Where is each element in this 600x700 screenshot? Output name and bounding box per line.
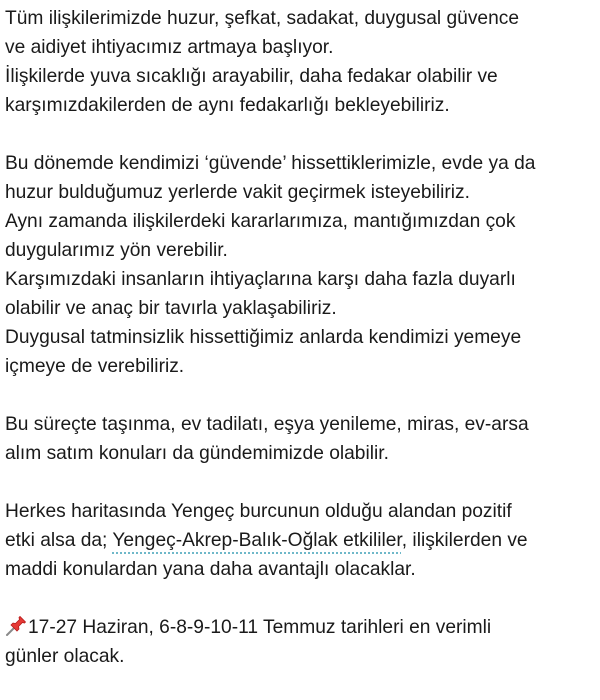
text-line: Duygusal tatminsizlik hissettiğimiz anlarda kendimizi yemeye xyxy=(5,327,522,348)
text-fragment: etki alsa da; xyxy=(5,530,113,551)
text-line: Bu dönemde kendimizi ‘güvende’ hissettiklerimizle, evde ya da xyxy=(5,153,536,174)
paragraph-signs xyxy=(5,497,597,584)
text-line xyxy=(5,613,597,642)
text-line: maddi konulardan yana daha avantajlı olacaklar. xyxy=(5,559,416,580)
text-line: Karşımızdaki insanların ihtiyaçlarına karşı daha fazla duyarlı xyxy=(5,269,516,290)
paragraph-home-feelings xyxy=(5,149,597,381)
text-line: Tüm ilişkilerimizde huzur, şefkat, sadakat, duygusal güvence xyxy=(5,8,520,29)
text-line: ve aidiyet ihtiyacımız artmaya başlıyor. xyxy=(5,37,334,58)
text-line: duygularımız yön verebilir. xyxy=(5,240,228,261)
text-line: huzur bulduğumuz yerlerde vakit geçirmek isteyebiliriz. xyxy=(5,182,470,203)
text-line: olabilir ve anaç bir tavırla yaklaşabiliriz. xyxy=(5,298,337,319)
text-line: alım satım konuları da gündemimizde olabilir. xyxy=(5,443,389,464)
text-line: Herkes haritasında Yengeç burcunun olduğu alandan pozitif xyxy=(5,501,512,522)
paragraph-relationships xyxy=(5,4,597,120)
signs-link[interactable]: Yengeç-Akrep-Balık-Oğlak etkililer xyxy=(112,530,402,551)
text-fragment: 17-27 Haziran, 6-8-9-10-11 Temmuz tarihleri en verimli xyxy=(28,617,492,638)
text-line: içmeye de verebiliriz. xyxy=(5,356,185,377)
pushpin-icon xyxy=(5,615,27,637)
text-line: Aynı zamanda ilişkilerdeki kararlarımıza, mantığımızdan çok xyxy=(5,211,516,232)
paragraph-property xyxy=(5,410,597,468)
paragraph-dates xyxy=(5,613,597,671)
text-line xyxy=(5,526,597,555)
note-text xyxy=(5,4,597,700)
text-line: karşımızdakilerden de aynı fedakarlığı bekleyebiliriz. xyxy=(5,95,450,116)
text-line: günler olacak. xyxy=(5,646,125,667)
text-fragment: , ilişkilerden ve xyxy=(401,530,528,551)
text-line: İlişkilerde yuva sıcaklığı arayabilir, daha fedakar olabilir ve xyxy=(5,66,498,87)
text-line: Bu süreçte taşınma, ev tadilatı, eşya yenileme, miras, ev-arsa xyxy=(5,414,529,435)
